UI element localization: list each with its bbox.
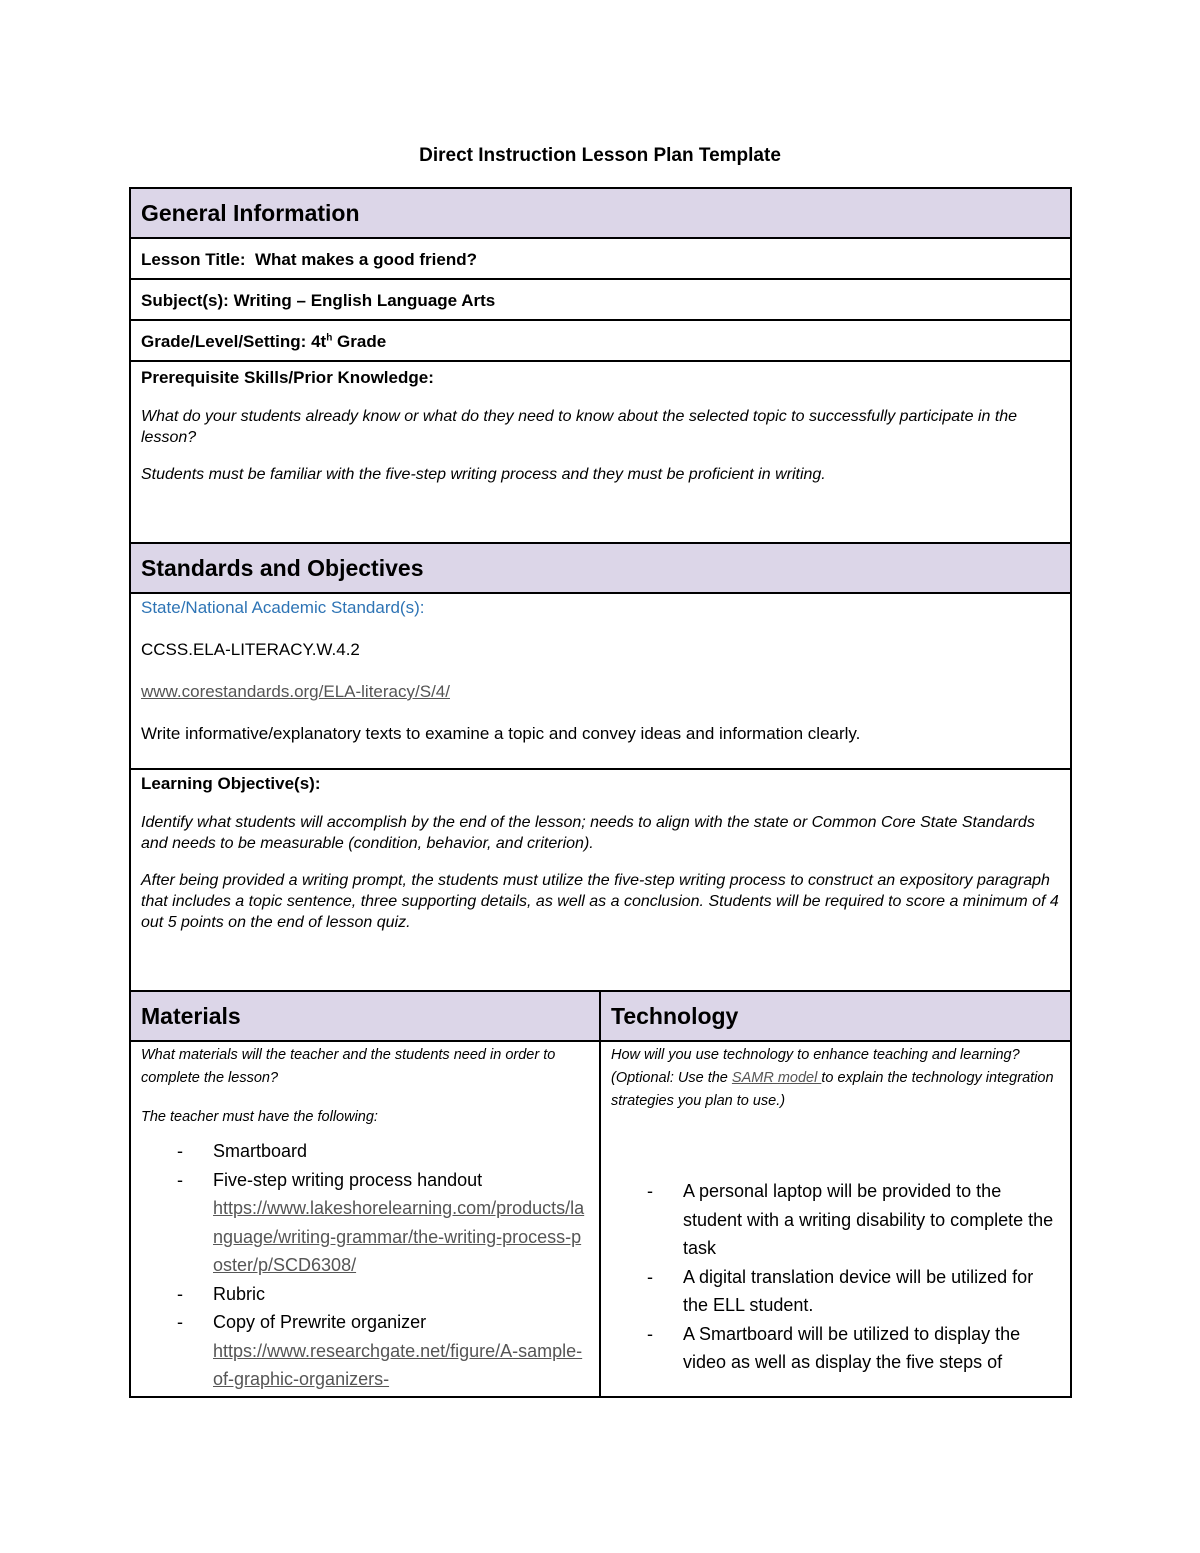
section-heading: Standards and Objectives <box>141 554 424 581</box>
lesson-plan-table <box>129 187 1072 1398</box>
grade-value: $4t^h$ Grade <box>311 332 387 351</box>
prereq-label: Prerequisite Skills/Prior Knowledge: <box>141 368 434 387</box>
organizer-link[interactable]: https://www.researchgate.net/figure/A-sample-of-graphic-organizers- <box>213 1340 583 1389</box>
samr-model-link[interactable]: SAMR model <box>731 1070 822 1086</box>
list-item: - Rubric <box>177 1283 266 1304</box>
prerequisite-row <box>130 361 1071 543</box>
list-item: - A personal laptop will be provided to the student with a writing disability to complete the task <box>647 1181 1054 1258</box>
objectives-label: Learning Objective(s): <box>141 774 321 793</box>
objectives-row <box>130 769 1071 991</box>
technology-prompt: How will you use technology to enhance teaching and learning? (Optional: Use the SAMR model to explain the technology integration strategies you plan to use.) <box>611 1047 1054 1109</box>
materials-list <box>141 1137 589 1394</box>
technology-header <box>600 991 1071 1041</box>
technology-cell <box>600 1041 1071 1397</box>
section-heading: General Information <box>141 199 360 226</box>
materials-cell <box>130 1041 600 1397</box>
prereq-prompt: What do your students already know or what do they need to know about the selected topic to successfully participate in the lesson? <box>141 408 1018 446</box>
list-item: - A digital translation device will be utilized for the ELL student. <box>647 1266 1034 1315</box>
standards-row <box>130 593 1071 769</box>
list-item: - Copy of Prewrite organizer https://www.researchgate.net/figure/A-sample-of-graphic-organizers- <box>141 1308 589 1394</box>
prereq-answer: Students must be familiar with the five-step writing process and they must be proficient in writing. <box>141 466 826 483</box>
objectives-answer: After being provided a writing prompt, the students must utilize the five-step writing process to construct an expository paragraph that includes a topic sentence, three supporting details, as well as a conclusion. Students will be required to score a minimum of 4 out 5 points on the end of lesson quiz. <box>141 872 1059 931</box>
grade-row <box>130 320 1071 361</box>
materials-prompt: What materials will the teacher and the students need in order to complete the lesson? <box>141 1047 556 1086</box>
subjects-value: Writing – English Language Arts <box>233 291 496 310</box>
standards-link[interactable]: www.corestandards.org/ELA-literacy/S/4/ <box>141 682 450 701</box>
lesson-title-label: Lesson Title: <box>141 250 246 269</box>
list-item: - Five-step writing process handout https://www.lakeshorelearning.com/products/language/writing-grammar/the-writing-process-poster/p/SCD6308/ <box>141 1166 589 1280</box>
lesson-title-value: What makes a good friend? <box>255 250 477 269</box>
objectives-prompt: Identify what students will accomplish by the end of the lesson; needs to align with the state or Common Core State Standards and needs to be measurable (condition, behavior, and criterion). <box>141 814 1035 852</box>
list-item: - A Smartboard will be utilized to display the video as well as display the five steps of <box>647 1323 1021 1372</box>
standards-label: State/National Academic Standard(s): <box>141 598 425 617</box>
subjects-row <box>130 279 1071 320</box>
standards-header <box>130 543 1071 593</box>
section-heading: Materials <box>141 1002 241 1029</box>
general-information-header <box>130 188 1071 238</box>
materials-intro: The teacher must have the following: <box>141 1109 378 1125</box>
document-title: Direct Instruction Lesson Plan Template <box>419 145 781 166</box>
grade-label: Grade/Level/Setting: <box>141 332 307 351</box>
materials-header <box>130 991 600 1041</box>
lesson-title-row <box>130 238 1071 279</box>
technology-list <box>611 1177 1060 1377</box>
section-heading: Technology <box>611 1002 739 1029</box>
standard-code: CCSS.ELA-LITERACY.W.4.2 <box>141 640 360 659</box>
subjects-label: Subject(s): <box>141 291 229 310</box>
standard-description: Write informative/explanatory texts to examine a topic and convey ideas and information clearly. <box>141 724 861 743</box>
list-item: - Smartboard <box>177 1141 308 1161</box>
handout-link[interactable]: https://www.lakeshorelearning.com/products/language/writing-grammar/the-writing-process-poster/p/SCD6308/ <box>213 1198 585 1275</box>
